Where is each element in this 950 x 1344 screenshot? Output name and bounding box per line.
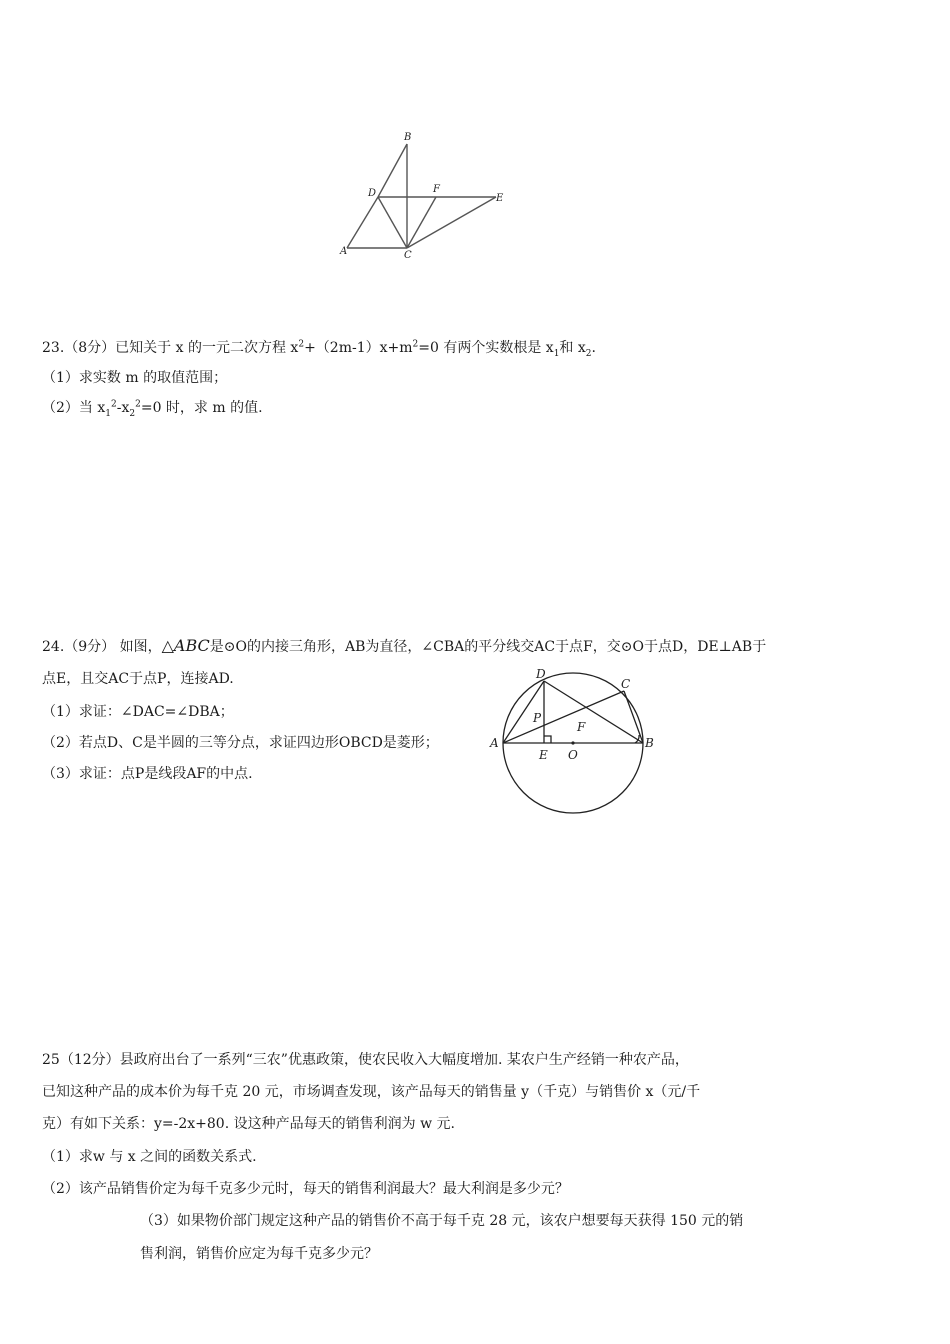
- figure-2-circle-geometry: [488, 664, 660, 816]
- segment-bc: [624, 691, 643, 743]
- q23-p2-pre: （2）当 x: [42, 400, 106, 416]
- q25-part3a: （3）如果物价部门规定这种产品的销售价不高于每千克 28 元，该农户想要每天获得 150 元的销: [140, 1213, 744, 1229]
- q24-stem: [42, 636, 766, 657]
- label-a: A: [340, 246, 348, 257]
- q24-stem-pre: 24.（9分） 如图，: [42, 639, 162, 655]
- q23-sup1: 2: [298, 339, 305, 350]
- q24-stem-line2: 点E，且交AC于点P，连接AD.: [42, 671, 234, 687]
- q24-triangle: △ABC: [161, 636, 210, 655]
- center-o: [571, 741, 574, 744]
- label-f: F: [433, 184, 440, 195]
- label-e: E: [496, 193, 504, 204]
- q23-part1: （1）求实数 m 的取值范围；: [42, 370, 228, 386]
- q23-p2-mid: -x: [116, 400, 130, 416]
- label-c: C: [621, 677, 631, 691]
- q23-part2: [42, 398, 263, 418]
- segment-bd: [378, 144, 407, 197]
- q24-part1: （1）求证：∠DAC=∠DBA；: [42, 704, 234, 720]
- label-e: E: [539, 748, 548, 762]
- q23-stem-mid: +（2m-1）x+m: [304, 340, 413, 356]
- right-angle-mark: [544, 736, 551, 743]
- q25-part2: （2）该产品销售价定为每千克多少元时，每天的销售利润最大？最大利润是多少元？: [42, 1181, 569, 1197]
- q24-part3: （3）求证：点P是线段AF的中点.: [42, 766, 253, 782]
- label-d: D: [368, 188, 377, 199]
- segment-ce: [407, 197, 496, 248]
- label-c: C: [404, 250, 412, 261]
- segment-ad: [347, 197, 378, 248]
- q23-stem-pre: 23.（8分）已知关于 x 的一元二次方程 x: [42, 340, 299, 356]
- label-b: B: [404, 132, 412, 143]
- label-f: F: [577, 720, 586, 734]
- q25-part3b: 售利润，销售价应定为每千克多少元？: [140, 1246, 378, 1262]
- label-a: A: [490, 736, 499, 750]
- q23-p2-sup2: 2: [135, 399, 141, 410]
- q23-p2-sub2: 2: [129, 408, 136, 419]
- q23-stem-end: .: [591, 340, 596, 356]
- label-d: D: [536, 667, 546, 681]
- q24-stem-post: 是⊙O的内接三角形，AB为直径，∠CBA的平分线交AC于点F，交⊙O于点D，DE⊥AB于: [209, 639, 767, 655]
- q23-stem-and: 和 x: [559, 340, 586, 356]
- label-o: O: [568, 748, 578, 762]
- q23-p2-post: =0 时，求 m 的值.: [140, 400, 263, 416]
- q23-sub2: 2: [585, 348, 592, 359]
- segment-dc: [378, 197, 407, 248]
- q23-stem: [42, 338, 596, 358]
- label-p: P: [533, 711, 542, 725]
- segment-ac: [503, 691, 624, 743]
- figure-1-geometry: [330, 130, 520, 265]
- q23-p2-sup1: 2: [111, 399, 117, 410]
- q23-sup2: 2: [412, 339, 419, 350]
- q25-line1: 25（12分）县政府出台了一系列“三农”优惠政策，使农民收入大幅度增加. 某农户生产经销一种农产品，: [42, 1052, 689, 1068]
- q25-part1: （1）求w 与 x 之间的函数关系式.: [42, 1149, 257, 1165]
- label-b: B: [645, 736, 654, 750]
- q25-line3: 克）有如下关系：y=-2x+80. 设这种产品每天的销售利润为 w 元.: [42, 1116, 455, 1132]
- q25-line2: 已知这种产品的成本价为每千克 20 元，市场调查发现，该产品每天的销售量 y（千克）与销售价 x（元/千: [42, 1084, 701, 1100]
- q24-part2: （2）若点D、C是半圆的三等分点，求证四边形OBCD是菱形；: [42, 735, 439, 751]
- q23-p2-sub1: 1: [105, 408, 111, 419]
- q23-sub1: 1: [553, 348, 560, 359]
- q23-stem-post: =0 有两个实数根是 x: [418, 340, 554, 356]
